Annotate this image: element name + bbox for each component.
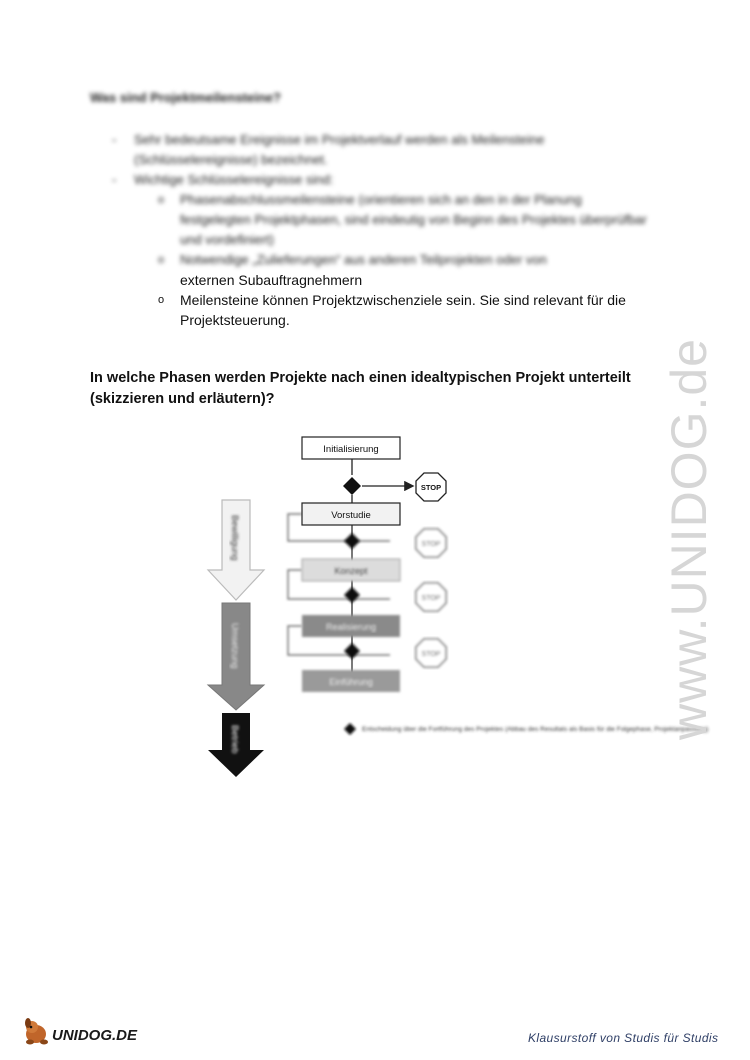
svg-text:Initialisierung: Initialisierung <box>323 444 379 455</box>
sub-list-item: o Phasenabschlussmeilensteine (orientieren sich an den in der Planung festgelegten Projektphasen, sind eindeutig von Beginn des Projektes überprüfbar und vordefiniert) <box>158 192 647 247</box>
stop-sign <box>416 639 446 667</box>
svg-text:Entscheidung über die Fortführ: Entscheidung über die Fortführung des Projektes (Abbau des Resultats als Basis für die Folgephase, Projektanpassung) <box>362 726 709 733</box>
phase-realisierung <box>302 615 400 637</box>
diagram-legend <box>344 723 709 735</box>
svg-text:Vorstudie: Vorstudie <box>331 510 371 521</box>
stop-sign <box>416 583 446 611</box>
stop-sign <box>416 529 446 557</box>
sub-list-item: o Meilensteine können Projektzwischenziele sein. Sie sind relevant für die Projektsteuerung. <box>158 292 626 328</box>
section1-heading: Was sind Projektmeilensteine? <box>90 90 281 105</box>
unidog-logo <box>22 1016 162 1046</box>
phase-vorstudie <box>302 503 400 525</box>
operation-arrow <box>208 713 264 777</box>
svg-text:STOP: STOP <box>421 651 441 658</box>
watermark-text: www.UNIDOG.de <box>661 338 717 740</box>
list-item: - Wichtige Schlüsselereignisse sind: <box>112 172 334 187</box>
implementation-arrow <box>208 603 264 710</box>
svg-text:Realisierung: Realisierung <box>325 622 377 632</box>
stop-sign <box>416 473 446 501</box>
phase-einfuehrung <box>302 670 400 692</box>
svg-text:STOP: STOP <box>421 541 441 548</box>
svg-text:Betrieb: Betrieb <box>230 725 240 754</box>
svg-text:Umsetzung: Umsetzung <box>230 623 240 669</box>
svg-text:STOP: STOP <box>421 595 441 602</box>
decision-diamond <box>343 477 361 495</box>
phase-initialisierung <box>302 437 400 459</box>
svg-text:UNIDOG.DE: UNIDOG.DE <box>52 1027 138 1044</box>
svg-text:Einführung: Einführung <box>329 677 373 687</box>
svg-text:STOP: STOP <box>420 483 442 492</box>
approval-arrow <box>208 500 264 600</box>
svg-text:Konzept: Konzept <box>334 566 368 576</box>
section2-heading: In welche Phasen werden Projekte nach einen idealtypischen Projekt unterteilt (skizzieren und erläutern)? <box>90 370 631 407</box>
dog-mascot-icon <box>25 1018 48 1045</box>
sub-list-item: o Notwendige „Zulieferungen“ aus anderen Teilprojekten oder von externen Subauftragnehmern <box>158 252 547 288</box>
footer-tagline: Klausurstoff von Studis für Studis <box>528 1031 719 1045</box>
milestone-list <box>112 130 652 330</box>
svg-text:Bewilligung: Bewilligung <box>230 515 240 561</box>
list-item: - Sehr bedeutsame Ereignisse im Projektverlauf werden als Meilensteine (Schlüsselereignisse) bezeichnet. <box>112 132 545 167</box>
phase-konzept <box>302 559 400 581</box>
